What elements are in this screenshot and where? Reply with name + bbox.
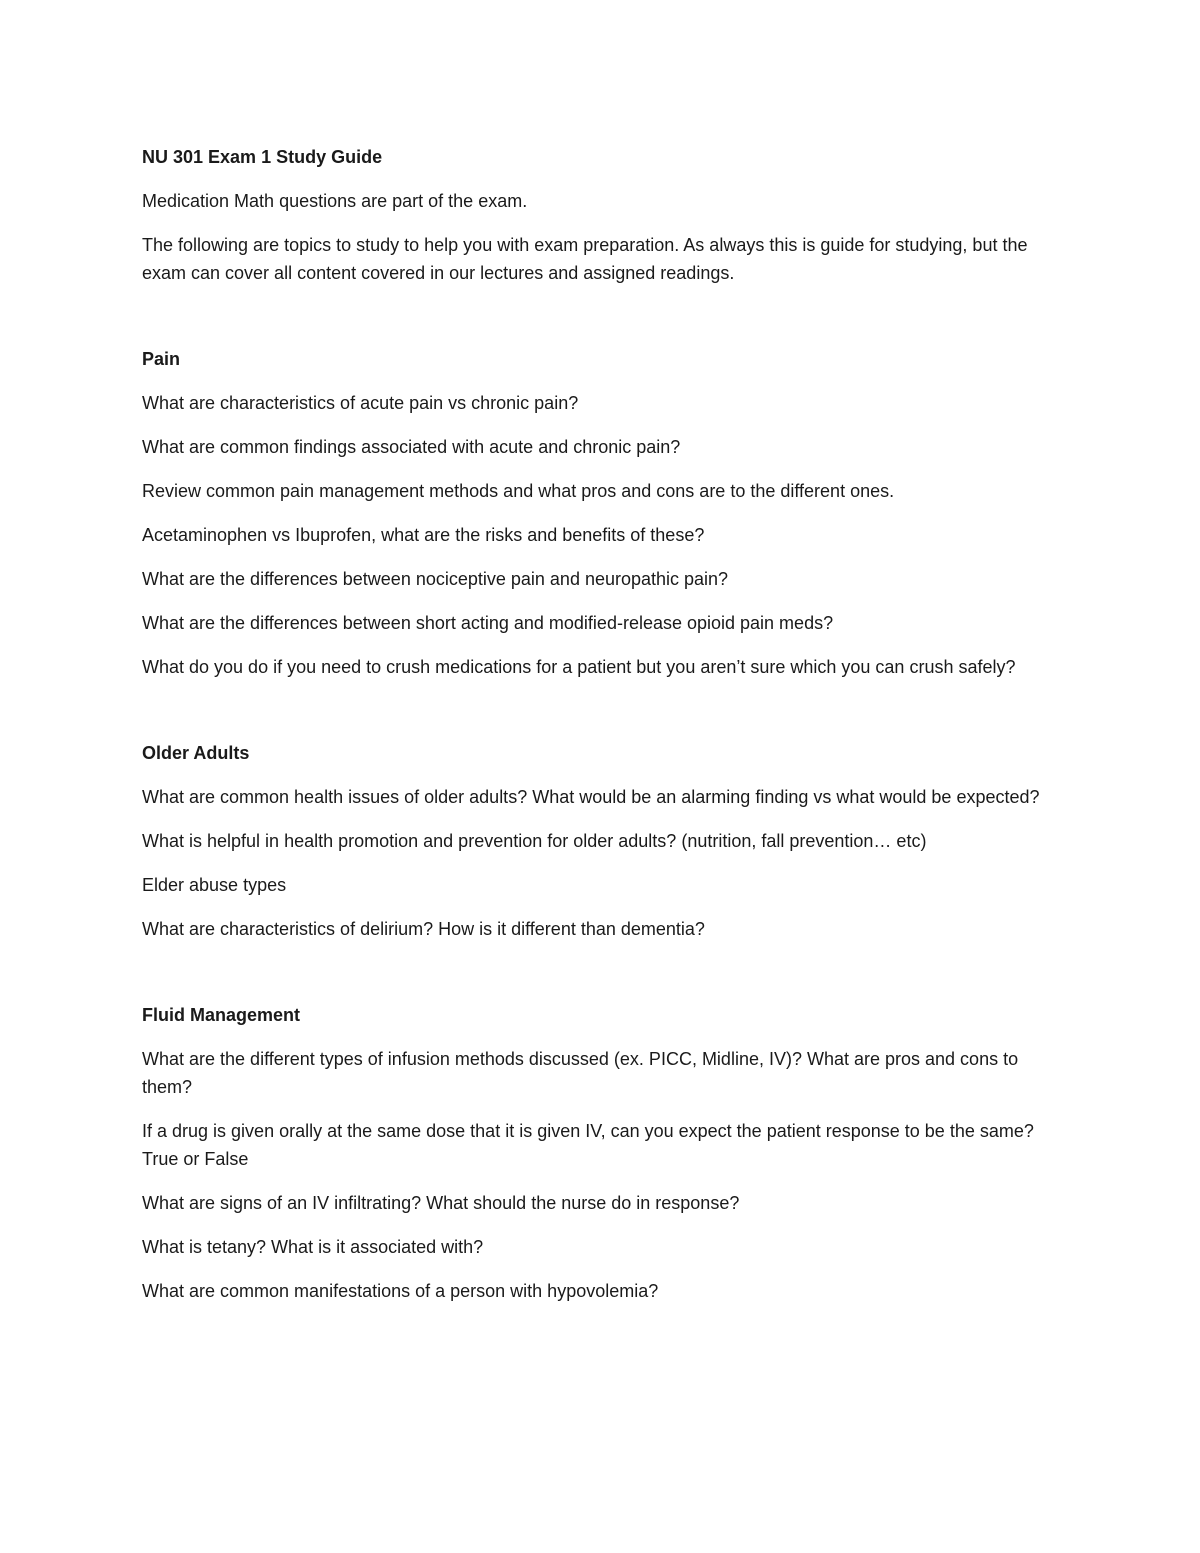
study-question: What do you do if you need to crush medications for a patient but you aren’t sure which you can crush safely? bbox=[142, 657, 1016, 677]
study-question: What are common findings associated with acute and chronic pain? bbox=[142, 437, 681, 457]
document-page bbox=[142, 143, 1062, 1321]
section-pain bbox=[142, 345, 1062, 681]
study-question: What is tetany? What is it associated with? bbox=[142, 1237, 484, 1257]
study-question: If a drug is given orally at the same dose that it is given IV, can you expect the patient response to be the same? True or False bbox=[142, 1121, 1034, 1169]
study-question: Elder abuse types bbox=[142, 875, 287, 895]
study-question: What are the differences between short acting and modified-release opioid pain meds? bbox=[142, 613, 834, 633]
study-question: What are characteristics of delirium? How is it different than dementia? bbox=[142, 919, 705, 939]
study-question: What are the differences between nociceptive pain and neuropathic pain? bbox=[142, 569, 729, 589]
study-question: What are signs of an IV infiltrating? What should the nurse do in response? bbox=[142, 1193, 740, 1213]
intro-paragraph: Medication Math questions are part of the exam. bbox=[142, 191, 528, 211]
study-question: What are characteristics of acute pain vs chronic pain? bbox=[142, 393, 579, 413]
section-heading: Fluid Management bbox=[142, 1005, 301, 1025]
section-fluid-management bbox=[142, 1001, 1062, 1305]
section-heading: Pain bbox=[142, 349, 181, 369]
intro-paragraph: The following are topics to study to help you with exam preparation. As always this is guide for studying, but the exam can cover all content covered in our lectures and assigned readings. bbox=[142, 235, 1028, 283]
study-question: What are the different types of infusion methods discussed (ex. PICC, Midline, IV)? What are pros and cons to them? bbox=[142, 1049, 1019, 1097]
study-question: What is helpful in health promotion and prevention for older adults? (nutrition, fall prevention… etc) bbox=[142, 831, 927, 851]
document-title: NU 301 Exam 1 Study Guide bbox=[142, 147, 383, 167]
study-question: Review common pain management methods and what pros and cons are to the different ones. bbox=[142, 481, 895, 501]
section-heading: Older Adults bbox=[142, 743, 250, 763]
section-older-adults bbox=[142, 739, 1062, 943]
study-question: Acetaminophen vs Ibuprofen, what are the risks and benefits of these? bbox=[142, 525, 705, 545]
study-question: What are common manifestations of a person with hypovolemia? bbox=[142, 1281, 659, 1301]
study-question: What are common health issues of older adults? What would be an alarming finding vs what would be expected? bbox=[142, 787, 1040, 807]
